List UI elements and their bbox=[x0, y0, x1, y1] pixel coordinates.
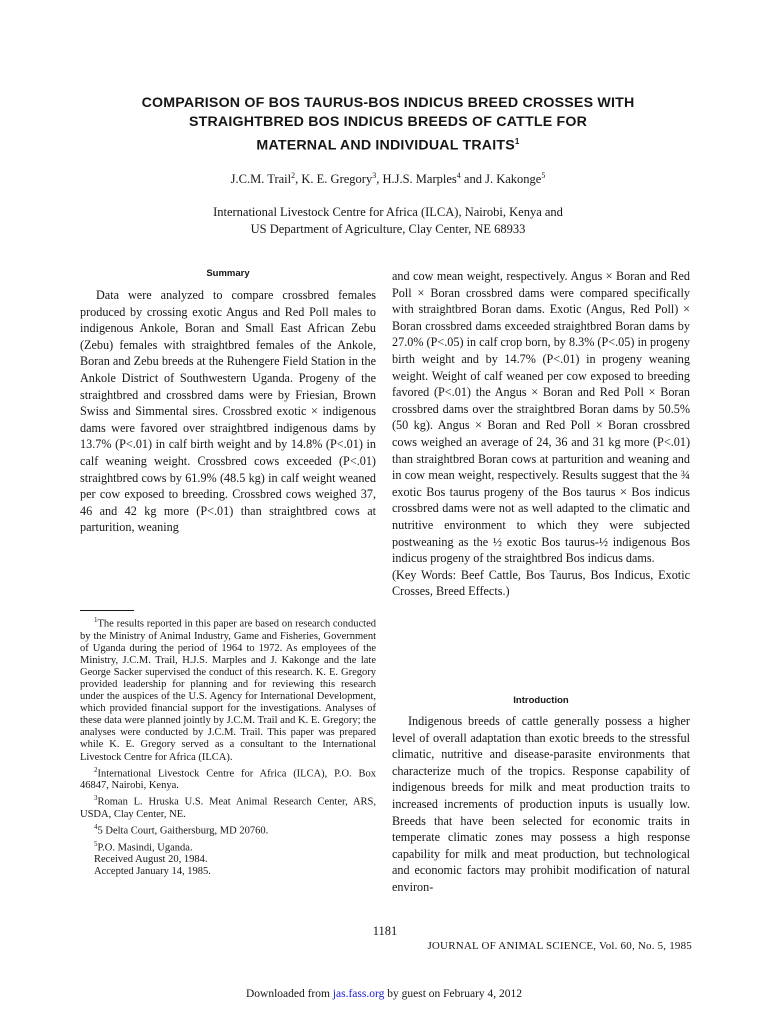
summary-heading: Summary bbox=[206, 268, 250, 279]
footnote-text: International Livestock Centre for Africa (ILCA), P.O. Box 46847, Nairobi, Kenya. bbox=[80, 768, 376, 792]
page-number: 1181 bbox=[372, 924, 398, 938]
affiliation-line-1: International Livestock Centre for Africa (ILCA), Nairobi, Kenya and bbox=[213, 205, 563, 219]
footnote-mark: 5 bbox=[94, 839, 98, 848]
title-line-1: COMPARISON OF BOS TAURUS-BOS INDICUS BREED CROSSES WITH bbox=[141, 95, 635, 111]
title-line-2: STRAIGHTBRED BOS INDICUS BREEDS OF CATTLE FOR bbox=[188, 114, 588, 130]
accepted-date: Accepted January 14, 1985. bbox=[94, 866, 211, 878]
affiliation bbox=[80, 204, 696, 237]
footnote bbox=[80, 792, 376, 821]
author-mark: 4 bbox=[456, 171, 461, 180]
summary-left-column bbox=[80, 287, 376, 536]
footnote bbox=[80, 838, 376, 855]
affiliation-line-2: US Department of Agriculture, Clay Center, NE 68933 bbox=[250, 221, 526, 236]
download-link[interactable]: jas.fass.org bbox=[332, 988, 385, 1000]
download-suffix: by guest on February 4, 2012 bbox=[384, 988, 523, 1000]
title-line-3-text: MATERNAL AND INDIVIDUAL TRAITS bbox=[256, 137, 515, 154]
footnote-divider bbox=[80, 610, 134, 611]
author-name: K. E. Gregory bbox=[301, 172, 373, 187]
author-mark: 3 bbox=[372, 171, 377, 180]
key-words: (Key Words: Beef Cattle, Bos Taurus, Bos Indicus, Exotic Crosses, Breed Effects.) bbox=[392, 567, 690, 599]
footnote-mark: 4 bbox=[94, 823, 98, 831]
author-mark: 2 bbox=[291, 171, 296, 180]
summary-paragraph-right: and cow mean weight, respectively. Angus × Boran and Red Poll × Boran crossbred dams were compared specifically with straightbred Boran dams. Exotic (Angus, Red Poll) × Boran crossbred dams exceeded straightbred Boran dams by 27.0% (P<.05) in calf crop born, by 8.3% (P<.05) in progeny birth weight and by 14.7% (P<.01) in progeny weaning weight. Weight of calf weaned per cow exposed to breeding favored (P<.01) the Angus × Boran and Red Poll × Boran crossbred dams over the straightbred Boran dams by 50.5% (50 kg). Angus × Boran and Red Poll × Boran crossbred cows weighed an average of 24, 36 and 31 kg more (P<.01) than straightbred Boran cows at parturition and weaning and in cow mean weight, respectively. Results suggest that the ¾ exotic Bos taurus progeny of the Bos taurus × Bos indicus crossbred dams were not as well adapted to the climatic and nutritive environment to which they were subjected postweaning as the ½ exotic Bos taurus-½ indigenous Bos indicus progeny of the straightbred Bos indicus dams. bbox=[392, 269, 690, 566]
footnote-text: 5 Delta Court, Gaithersburg, MD 20760. bbox=[97, 825, 269, 837]
received-date: Received August 20, 1984. bbox=[94, 854, 208, 866]
footnote-mark: 2 bbox=[94, 765, 98, 774]
author-separator: , bbox=[295, 172, 302, 187]
author-name: J.C.M. Trail bbox=[230, 172, 292, 187]
journal-citation: JOURNAL OF ANIMAL SCIENCE, Vol. 60, No. 5, 1985 bbox=[427, 940, 692, 952]
download-notice bbox=[0, 988, 768, 1000]
author-separator: , bbox=[376, 172, 383, 187]
author-list bbox=[80, 171, 696, 187]
introduction-heading: Introduction bbox=[513, 695, 569, 706]
footnote-mark: 3 bbox=[94, 794, 98, 803]
summary-right-column bbox=[392, 268, 690, 600]
footnote-text: Roman L. Hruska U.S. Meat Animal Research Center, ARS, USDA, Clay Center, NE. bbox=[80, 796, 376, 820]
author-separator: and bbox=[460, 172, 486, 187]
footnote-mark: 1 bbox=[94, 616, 98, 624]
author-mark: 5 bbox=[541, 171, 546, 180]
author-name: J. Kakonge bbox=[485, 172, 542, 187]
footnotes bbox=[80, 614, 376, 878]
author-name: H.J.S. Marples bbox=[382, 172, 457, 187]
introduction-column bbox=[392, 713, 690, 896]
introduction-paragraph: Indigenous breeds of cattle generally possess a higher level of overall adaptation than exotic breeds to the stressful climatic, nutritive and disease-parasite environments that characterize much of the tropics. Response capability of indigenous breeds for milk and meat production traits to increased increments of production inputs is usually low. Breeds that have been selected for economic traits in temperate climatic zones may possess a high response capability for milk and meat production, but technological and economic factors may prohibit modification of natural environ- bbox=[392, 714, 690, 894]
footnote bbox=[80, 614, 376, 764]
footnote bbox=[80, 821, 376, 838]
title-line-3 bbox=[100, 132, 676, 156]
title-footnote-mark: 1 bbox=[514, 137, 520, 146]
download-prefix: Downloaded from bbox=[245, 988, 333, 1000]
summary-paragraph-left: Data were analyzed to compare crossbred females produced by crossing exotic Angus and Red Poll males to indigenous Ankole, Boran and Small East African Zebu (Zebu) females with straightbred females of the Ankole, Boran and Zebu breeds at the Ruhengere Field Station in the Ankole District of Southwestern Uganda. Progeny of the straightbred and crossbred dams were by Friesian, Brown Swiss and Simmental sires. Crossbred exotic × indigenous dams were favored over straightbred indigenous dams by 13.7% (P<.01) in calf birth weight and by 14.8% (P<.01) in calf weaning weight. Crossbred cows exceeded (P<.01) straightbred cows by 61.9% (48.5 kg) in calf weight weaned per cow exposed to breeding. Crossbred cows weighed 37, 46 and 42 kg more (P<.01) than straightbred cows at parturition, weaning bbox=[80, 288, 376, 535]
footnote-text: P.O. Masindi, Uganda. bbox=[97, 842, 193, 854]
paper-title bbox=[100, 94, 676, 156]
footnote bbox=[80, 764, 376, 793]
footnote-text: The results reported in this paper are based on research conducted by the Ministry of Animal Industry, Game and Fisheries, Government of Uganda during the period of 1964 to 1972. As employees of the Ministry, J.C.M. Trail, H.J.S. Marples and J. Kakonge and the late George Sacker supervised the conduct of this research. K. E. Gregory provided leadership for planning and for reviewing this research under the auspices of the U.S. Agency for International Development, which provided financial support for the investigations. Analyses of these data were planned jointly by J.C.M. Trail and K. E. Gregory; the analyses were conducted by J.C.M. Trail. This paper was prepared while K. E. Gregory served as a consultant to the International Livestock Centre for Africa (ILCA). bbox=[80, 618, 376, 763]
